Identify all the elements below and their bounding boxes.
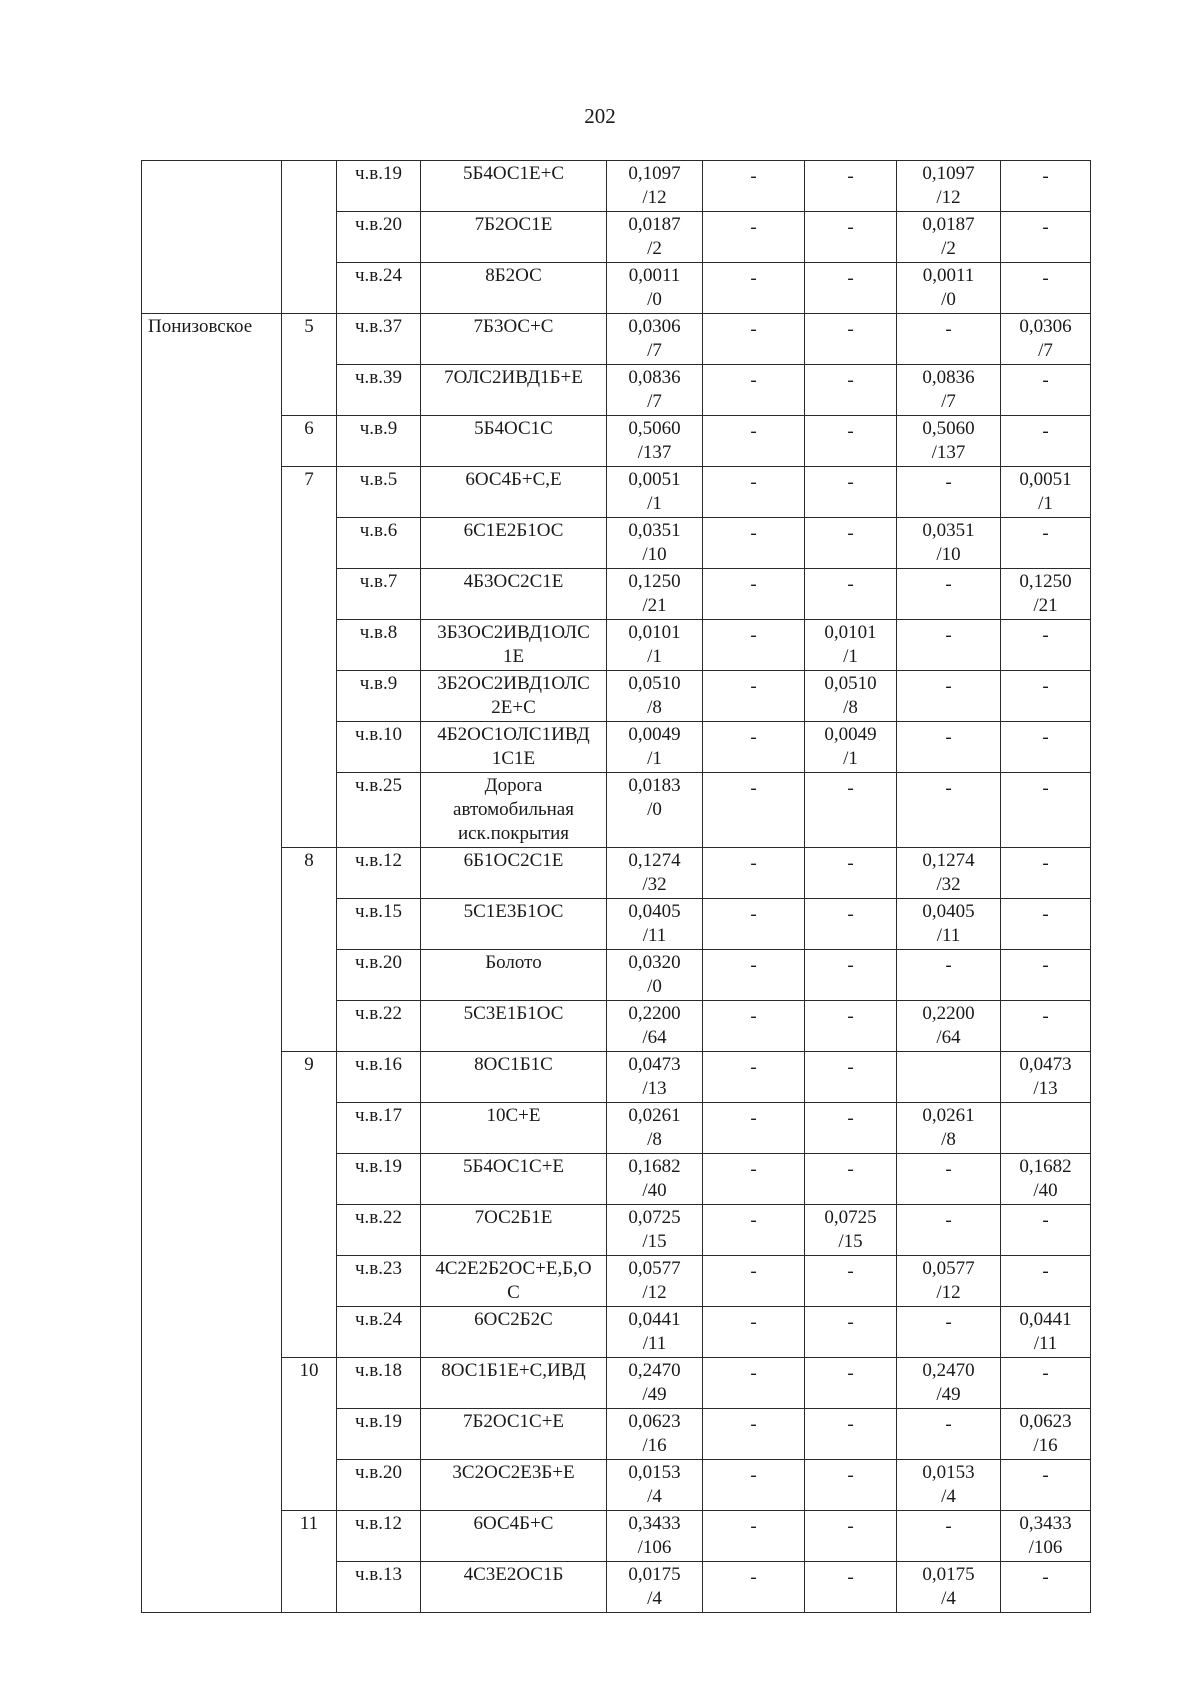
- value-cell-c4: 0,3433 /106: [1001, 1511, 1091, 1562]
- value-cell-c2: 0,0510 /8: [805, 671, 897, 722]
- value-cell-c2: -: [805, 1103, 897, 1154]
- area-cell: 0,0441 /11: [607, 1307, 703, 1358]
- value-cell-c2: -: [805, 1256, 897, 1307]
- value-cell-c1: -: [703, 1511, 805, 1562]
- value-cell-c4: 0,0623 /16: [1001, 1409, 1091, 1460]
- value-cell-c3: 0,0405 /11: [897, 899, 1001, 950]
- value-cell-c2: -: [805, 899, 897, 950]
- table-row: [142, 1358, 1091, 1409]
- value-cell-c4: -: [1001, 518, 1091, 569]
- composition-cell: 7Б2ОС1С+Е: [421, 1409, 607, 1460]
- value-cell-c1: -: [703, 671, 805, 722]
- area-cell: 0,3433 /106: [607, 1511, 703, 1562]
- plot-id-cell: ч.в.24: [337, 263, 421, 314]
- plot-id-cell: ч.в.7: [337, 569, 421, 620]
- value-cell-c1: -: [703, 950, 805, 1001]
- value-cell-c3: 0,0187 /2: [897, 212, 1001, 263]
- value-cell-c2: -: [805, 467, 897, 518]
- plot-id-cell: ч.в.20: [337, 950, 421, 1001]
- block-number-cell: 8: [282, 848, 337, 1052]
- table-row: [142, 161, 1091, 212]
- area-cell: 0,0153 /4: [607, 1460, 703, 1511]
- area-cell: 0,0183 /0: [607, 773, 703, 848]
- plot-id-cell: ч.в.17: [337, 1103, 421, 1154]
- area-cell: 0,0101 /1: [607, 620, 703, 671]
- plot-id-cell: ч.в.20: [337, 212, 421, 263]
- value-cell-c4: -: [1001, 620, 1091, 671]
- value-cell-c1: -: [703, 1562, 805, 1613]
- area-cell: 0,0261 /8: [607, 1103, 703, 1154]
- value-cell-c3: 0,0836 /7: [897, 365, 1001, 416]
- area-cell: 0,0725 /15: [607, 1205, 703, 1256]
- composition-cell: 8ОС1Б1Е+С,ИВД: [421, 1358, 607, 1409]
- area-cell: 0,2200 /64: [607, 1001, 703, 1052]
- value-cell-c4: -: [1001, 263, 1091, 314]
- block-number-cell: 5: [282, 314, 337, 416]
- value-cell-c4: -: [1001, 1256, 1091, 1307]
- value-cell-c2: 0,0101 /1: [805, 620, 897, 671]
- value-cell-c2: -: [805, 212, 897, 263]
- composition-cell: 10С+Е: [421, 1103, 607, 1154]
- area-cell: 0,0049 /1: [607, 722, 703, 773]
- area-cell: 0,0175 /4: [607, 1562, 703, 1613]
- value-cell-c3: -: [897, 569, 1001, 620]
- plot-id-cell: ч.в.9: [337, 416, 421, 467]
- value-cell-c1: -: [703, 416, 805, 467]
- value-cell-c3: -: [897, 314, 1001, 365]
- forest-plots-table: [141, 160, 1091, 1613]
- composition-cell: 6Б1ОС2С1Е: [421, 848, 607, 899]
- value-cell-c3: 0,0577 /12: [897, 1256, 1001, 1307]
- value-cell-c2: -: [805, 1511, 897, 1562]
- composition-cell: 8ОС1Б1С: [421, 1052, 607, 1103]
- value-cell-c3: 0,2200 /64: [897, 1001, 1001, 1052]
- value-cell-c3: 0,5060 /137: [897, 416, 1001, 467]
- value-cell-c4: -: [1001, 950, 1091, 1001]
- block-number-cell: 7: [282, 467, 337, 848]
- value-cell-c3: -: [897, 773, 1001, 848]
- area-cell: 0,2470 /49: [607, 1358, 703, 1409]
- value-cell-c1: -: [703, 1256, 805, 1307]
- plot-id-cell: ч.в.22: [337, 1205, 421, 1256]
- value-cell-c4: [1001, 1103, 1091, 1154]
- plot-id-cell: ч.в.20: [337, 1460, 421, 1511]
- plot-id-cell: ч.в.16: [337, 1052, 421, 1103]
- value-cell-c1: -: [703, 569, 805, 620]
- area-cell: 0,0510 /8: [607, 671, 703, 722]
- value-cell-c3: 0,0153 /4: [897, 1460, 1001, 1511]
- value-cell-c2: -: [805, 365, 897, 416]
- value-cell-c1: -: [703, 1154, 805, 1205]
- value-cell-c3: -: [897, 467, 1001, 518]
- area-cell: 0,0320 /0: [607, 950, 703, 1001]
- table-row: [142, 314, 1091, 365]
- value-cell-c3: -: [897, 1409, 1001, 1460]
- value-cell-c4: -: [1001, 671, 1091, 722]
- value-cell-c4: -: [1001, 1205, 1091, 1256]
- plot-id-cell: ч.в.23: [337, 1256, 421, 1307]
- area-cell: 0,1274 /32: [607, 848, 703, 899]
- plot-id-cell: ч.в.39: [337, 365, 421, 416]
- value-cell-c1: -: [703, 722, 805, 773]
- value-cell-c3: -: [897, 1205, 1001, 1256]
- composition-cell: 4Б3ОС2С1Е: [421, 569, 607, 620]
- plot-id-cell: ч.в.18: [337, 1358, 421, 1409]
- value-cell-c4: -: [1001, 1460, 1091, 1511]
- value-cell-c2: -: [805, 1409, 897, 1460]
- value-cell-c1: -: [703, 1358, 805, 1409]
- value-cell-c2: -: [805, 848, 897, 899]
- area-cell: 0,0306 /7: [607, 314, 703, 365]
- composition-cell: 6ОС2Б2С: [421, 1307, 607, 1358]
- area-cell: 0,0623 /16: [607, 1409, 703, 1460]
- composition-cell: 5С3Е1Б1ОС: [421, 1001, 607, 1052]
- value-cell-c3: -: [897, 671, 1001, 722]
- plot-id-cell: ч.в.8: [337, 620, 421, 671]
- value-cell-c4: 0,1250 /21: [1001, 569, 1091, 620]
- value-cell-c4: -: [1001, 1562, 1091, 1613]
- area-cell: 0,1097 /12: [607, 161, 703, 212]
- area-cell: 0,0011 /0: [607, 263, 703, 314]
- plot-id-cell: ч.в.13: [337, 1562, 421, 1613]
- composition-cell: Болото: [421, 950, 607, 1001]
- value-cell-c2: -: [805, 161, 897, 212]
- composition-cell: 3Б2ОС2ИВД1ОЛС 2Е+С: [421, 671, 607, 722]
- value-cell-c4: 0,1682 /40: [1001, 1154, 1091, 1205]
- composition-cell: 4С3Е2ОС1Б: [421, 1562, 607, 1613]
- value-cell-c2: -: [805, 1052, 897, 1103]
- plot-id-cell: ч.в.10: [337, 722, 421, 773]
- value-cell-c1: -: [703, 314, 805, 365]
- value-cell-c4: -: [1001, 416, 1091, 467]
- area-cell: 0,5060 /137: [607, 416, 703, 467]
- table-row: [142, 1511, 1091, 1562]
- value-cell-c3: 0,0351 /10: [897, 518, 1001, 569]
- value-cell-c2: -: [805, 950, 897, 1001]
- value-cell-c1: -: [703, 1409, 805, 1460]
- area-cell: 0,0473 /13: [607, 1052, 703, 1103]
- value-cell-c4: -: [1001, 365, 1091, 416]
- value-cell-c1: -: [703, 1052, 805, 1103]
- plot-id-cell: ч.в.9: [337, 671, 421, 722]
- table-row: [142, 1052, 1091, 1103]
- value-cell-c1: -: [703, 1103, 805, 1154]
- plot-id-cell: ч.в.19: [337, 161, 421, 212]
- table-row: [142, 416, 1091, 467]
- area-cell: 0,1682 /40: [607, 1154, 703, 1205]
- value-cell-c4: -: [1001, 161, 1091, 212]
- value-cell-c1: -: [703, 620, 805, 671]
- composition-cell: 7Б3ОС+С: [421, 314, 607, 365]
- composition-cell: 8Б2ОС: [421, 263, 607, 314]
- composition-cell: 7ОС2Б1Е: [421, 1205, 607, 1256]
- area-cell: 0,1250 /21: [607, 569, 703, 620]
- area-cell: 0,0405 /11: [607, 899, 703, 950]
- value-cell-c3: 0,0011 /0: [897, 263, 1001, 314]
- value-cell-c2: -: [805, 1460, 897, 1511]
- composition-cell: 6ОС4Б+С: [421, 1511, 607, 1562]
- value-cell-c3: 0,2470 /49: [897, 1358, 1001, 1409]
- value-cell-c1: -: [703, 899, 805, 950]
- value-cell-c3: 0,0261 /8: [897, 1103, 1001, 1154]
- value-cell-c1: -: [703, 212, 805, 263]
- value-cell-c1: -: [703, 365, 805, 416]
- block-number-cell: [282, 161, 337, 314]
- block-number-cell: 11: [282, 1511, 337, 1613]
- block-number-cell: 10: [282, 1358, 337, 1511]
- value-cell-c3: -: [897, 1511, 1001, 1562]
- value-cell-c4: -: [1001, 1001, 1091, 1052]
- value-cell-c1: -: [703, 1001, 805, 1052]
- composition-cell: 7Б2ОС1Е: [421, 212, 607, 263]
- plot-id-cell: ч.в.24: [337, 1307, 421, 1358]
- composition-cell: 3Б3ОС2ИВД1ОЛС 1Е: [421, 620, 607, 671]
- value-cell-c3: 0,1274 /32: [897, 848, 1001, 899]
- value-cell-c2: -: [805, 518, 897, 569]
- value-cell-c1: -: [703, 1307, 805, 1358]
- plot-id-cell: ч.в.25: [337, 773, 421, 848]
- plot-id-cell: ч.в.19: [337, 1409, 421, 1460]
- value-cell-c3: 0,0175 /4: [897, 1562, 1001, 1613]
- region-cell: Понизовское: [142, 314, 282, 1613]
- value-cell-c2: -: [805, 1154, 897, 1205]
- value-cell-c1: -: [703, 161, 805, 212]
- plot-id-cell: ч.в.12: [337, 848, 421, 899]
- table-row: [142, 848, 1091, 899]
- value-cell-c3: -: [897, 950, 1001, 1001]
- composition-cell: 4С2Е2Б2ОС+Е,Б,О С: [421, 1256, 607, 1307]
- composition-cell: 3С2ОС2Е3Б+Е: [421, 1460, 607, 1511]
- value-cell-c1: -: [703, 467, 805, 518]
- value-cell-c4: -: [1001, 722, 1091, 773]
- value-cell-c2: -: [805, 1562, 897, 1613]
- value-cell-c2: -: [805, 773, 897, 848]
- value-cell-c2: -: [805, 263, 897, 314]
- value-cell-c4: -: [1001, 773, 1091, 848]
- value-cell-c3: -: [897, 1154, 1001, 1205]
- value-cell-c1: -: [703, 773, 805, 848]
- value-cell-c4: 0,0306 /7: [1001, 314, 1091, 365]
- plot-id-cell: ч.в.12: [337, 1511, 421, 1562]
- value-cell-c4: -: [1001, 899, 1091, 950]
- value-cell-c1: -: [703, 263, 805, 314]
- value-cell-c3: 0,1097 /12: [897, 161, 1001, 212]
- value-cell-c2: 0,0725 /15: [805, 1205, 897, 1256]
- value-cell-c1: -: [703, 848, 805, 899]
- value-cell-c3: [897, 1052, 1001, 1103]
- value-cell-c2: -: [805, 1307, 897, 1358]
- table-row: [142, 467, 1091, 518]
- composition-cell: 5Б4ОС1С+Е: [421, 1154, 607, 1205]
- value-cell-c2: -: [805, 569, 897, 620]
- value-cell-c1: -: [703, 518, 805, 569]
- value-cell-c4: -: [1001, 212, 1091, 263]
- plot-id-cell: ч.в.22: [337, 1001, 421, 1052]
- composition-cell: 6С1Е2Б1ОС: [421, 518, 607, 569]
- value-cell-c3: -: [897, 1307, 1001, 1358]
- block-number-cell: 6: [282, 416, 337, 467]
- value-cell-c2: -: [805, 1358, 897, 1409]
- plot-id-cell: ч.в.15: [337, 899, 421, 950]
- page-number: 202: [584, 104, 616, 128]
- composition-cell: 5Б4ОС1Е+С: [421, 161, 607, 212]
- value-cell-c2: -: [805, 416, 897, 467]
- value-cell-c3: -: [897, 620, 1001, 671]
- value-cell-c4: 0,0051 /1: [1001, 467, 1091, 518]
- value-cell-c2: 0,0049 /1: [805, 722, 897, 773]
- composition-cell: 5С1Е3Б1ОС: [421, 899, 607, 950]
- area-cell: 0,0836 /7: [607, 365, 703, 416]
- area-cell: 0,0051 /1: [607, 467, 703, 518]
- area-cell: 0,0577 /12: [607, 1256, 703, 1307]
- value-cell-c4: -: [1001, 848, 1091, 899]
- plot-id-cell: ч.в.19: [337, 1154, 421, 1205]
- composition-cell: 4Б2ОС1ОЛС1ИВД 1С1Е: [421, 722, 607, 773]
- composition-cell: 5Б4ОС1С: [421, 416, 607, 467]
- plot-id-cell: ч.в.37: [337, 314, 421, 365]
- plot-id-cell: ч.в.5: [337, 467, 421, 518]
- value-cell-c2: -: [805, 314, 897, 365]
- region-cell: [142, 161, 282, 314]
- area-cell: 0,0351 /10: [607, 518, 703, 569]
- composition-cell: 6ОС4Б+С,Е: [421, 467, 607, 518]
- value-cell-c4: 0,0473 /13: [1001, 1052, 1091, 1103]
- area-cell: 0,0187 /2: [607, 212, 703, 263]
- value-cell-c1: -: [703, 1460, 805, 1511]
- value-cell-c3: -: [897, 722, 1001, 773]
- value-cell-c4: -: [1001, 1358, 1091, 1409]
- composition-cell: 7ОЛС2ИВД1Б+Е: [421, 365, 607, 416]
- block-number-cell: 9: [282, 1052, 337, 1358]
- composition-cell: Дорога автомобильная иск.покрытия: [421, 773, 607, 848]
- value-cell-c4: 0,0441 /11: [1001, 1307, 1091, 1358]
- value-cell-c1: -: [703, 1205, 805, 1256]
- value-cell-c2: -: [805, 1001, 897, 1052]
- plot-id-cell: ч.в.6: [337, 518, 421, 569]
